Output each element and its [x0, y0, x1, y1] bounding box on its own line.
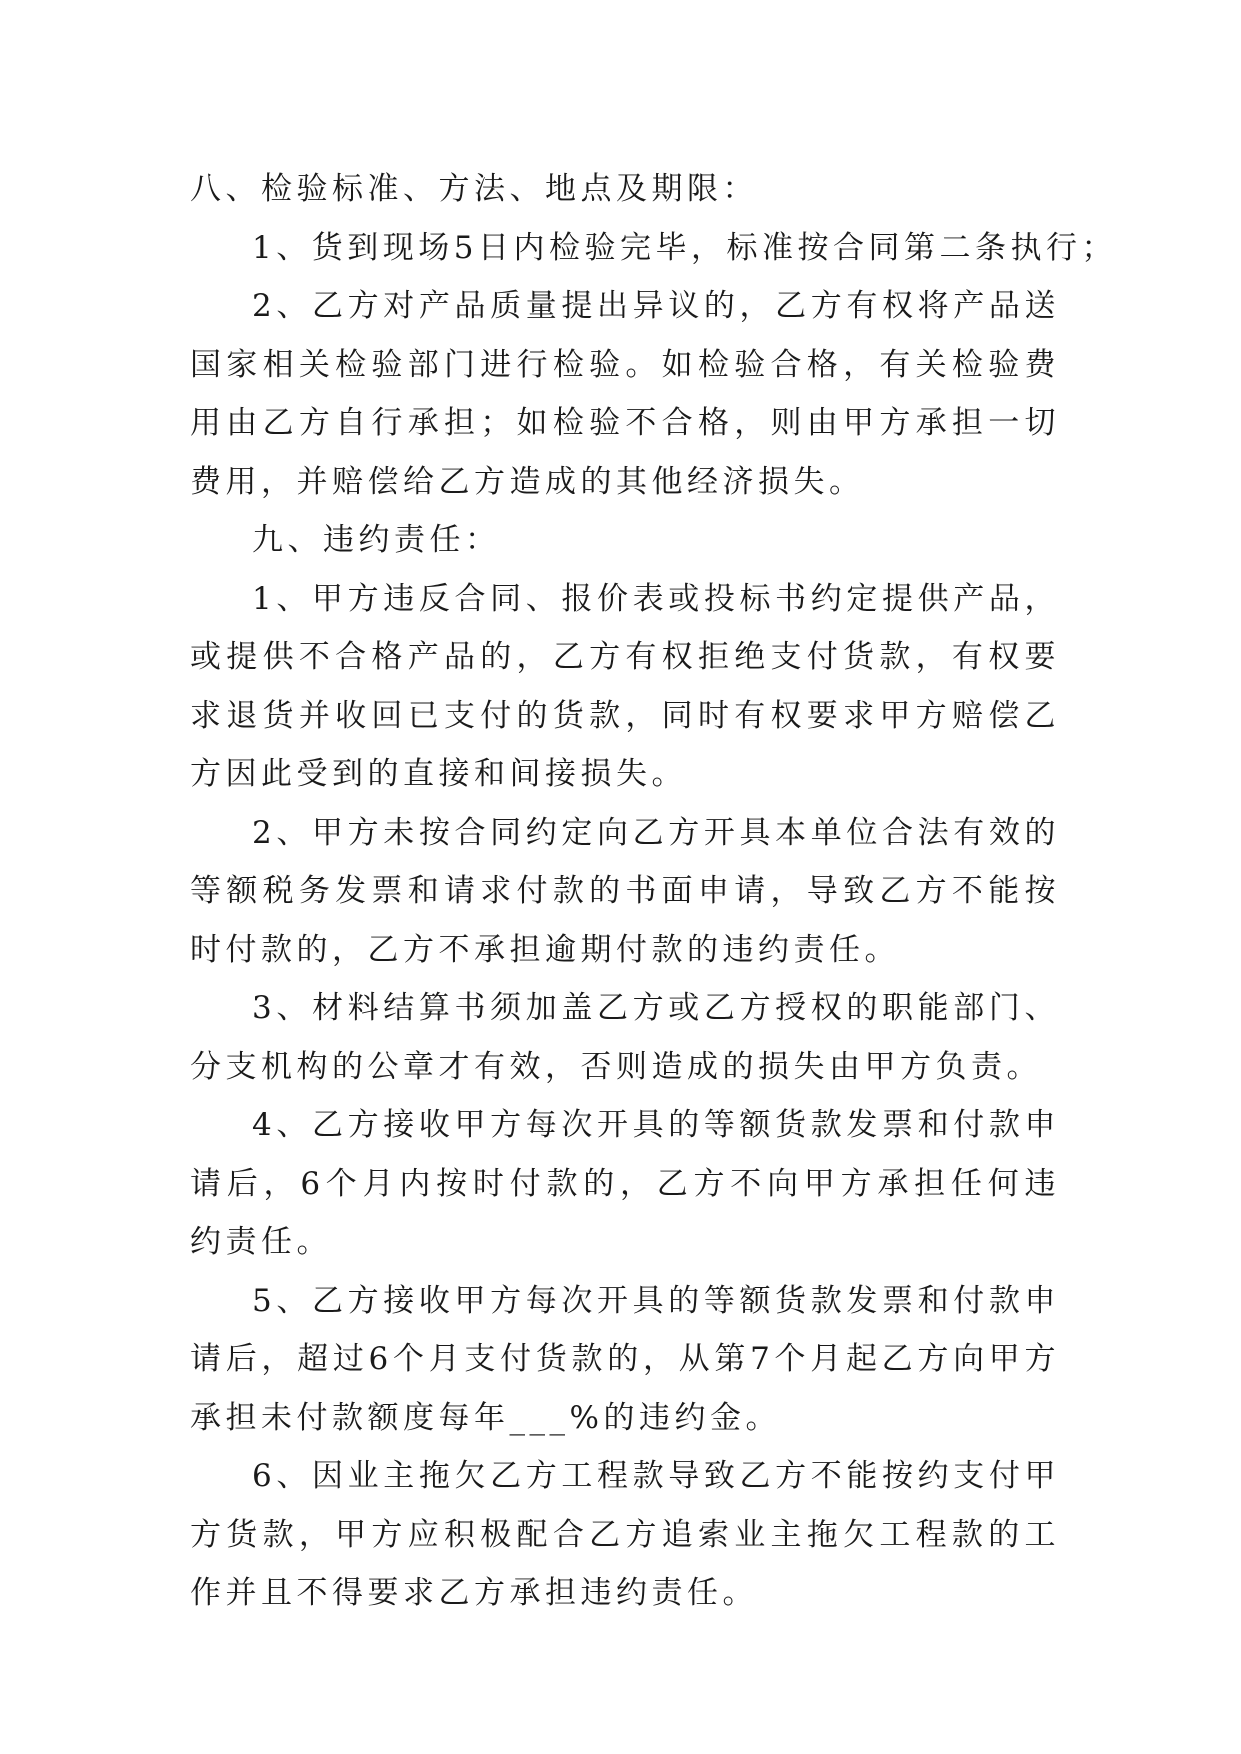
section-nine-item-6: 6、因业主拖欠乙方工程款导致乙方不能按约支付甲方货款，甲方应积极配合乙方追索业主拖欠工程款的工作并且不得要求乙方承担违约责任。 — [190, 1458, 1060, 1611]
section-nine-item-5: 5、乙方接收甲方每次开具的等额货款发票和付款申请后，超过6个月支付货款的，从第7个月起乙方向甲方承担未付款额度每年___%的违约金。 — [190, 1282, 1060, 1436]
section-nine-heading: 九、违约责任： — [252, 522, 501, 558]
section-eight-item-2: 2、乙方对产品质量提出异议的，乙方有权将产品送国家相关检验部门进行检验。如检验合格，有关检验费用由乙方自行承担；如检验不合格，则由甲方承担一切费用，并赔偿给乙方造成的其他经济损失。 — [190, 288, 1060, 500]
section-eight-item-1: 1、货到现场5日内检验完毕，标准按合同第二条执行； — [252, 229, 1117, 266]
section-nine-item-4: 4、乙方接收甲方每次开具的等额货款发票和付款申请后，6个月内按时付款的，乙方不向甲方承担任何违约责任。 — [190, 1107, 1060, 1260]
document-body — [190, 160, 1117, 1623]
section-eight-heading: 八、检验标准、方法、地点及期限： — [190, 171, 758, 207]
section-nine-item-2: 2、甲方未按合同约定向乙方开具本单位合法有效的等额税务发票和请求付款的书面申请，导致乙方不能按时付款的，乙方不承担逾期付款的违约责任。 — [190, 814, 1060, 968]
section-nine-item-1: 1、甲方违反合同、报价表或投标书约定提供产品，或提供不合格产品的，乙方有权拒绝支付货款，有权要求退货并收回已支付的货款，同时有权要求甲方赔偿乙方因此受到的直接和间接损失。 — [190, 580, 1060, 792]
section-nine-item-3: 3、材料结算书须加盖乙方或乙方授权的职能部门、分支机构的公章才有效，否则造成的损失由甲方负责。 — [190, 990, 1060, 1085]
